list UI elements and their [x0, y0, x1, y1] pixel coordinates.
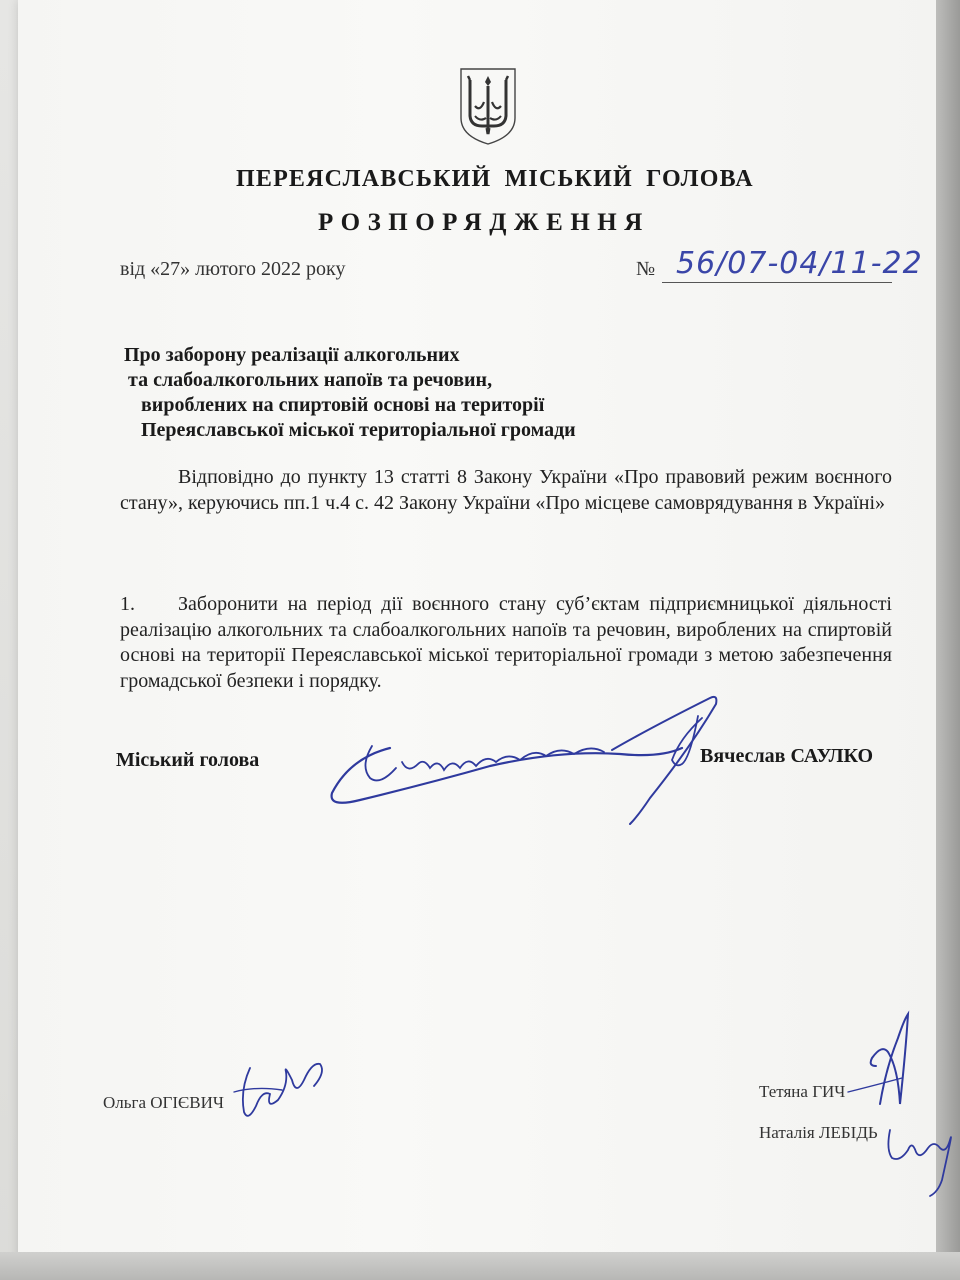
- number-underline: [662, 282, 892, 283]
- title-line: вироблених на спиртовій основі на території: [141, 394, 545, 416]
- approver-name: Ольга ОГІЄВИЧ: [103, 1093, 224, 1112]
- legal-basis-paragraph: Відповідно до пункту 13 статті 8 Закону України «Про правовий режим воєнного стану», керуючись пп.1 ч.4 с. 42 Закону України «Про місцеве самоврядування в Україні»: [120, 466, 892, 514]
- handwritten-registration-number: 56/07-04/11-22: [676, 246, 923, 281]
- title-line: Про заборону реалізації алкогольних: [124, 344, 460, 366]
- title-line: Переяславської міської територіальної громади: [141, 419, 576, 441]
- signatory-name: Вячеслав САУЛКО: [700, 745, 874, 767]
- order-item: [120, 592, 892, 694]
- approver-name: Тетяна ГИЧ: [759, 1082, 846, 1101]
- handwritten-signature: [320, 688, 720, 828]
- number-sign: №: [636, 258, 656, 280]
- item-text: Заборонити на період дії воєнного стану суб’єктам підприємницької діяльності реалізацію алкогольних та слабоалкогольних напоїв та речовин, вироблених на спиртовій основі на території Переяславської міської територіальної громади з метою забезпечення громадської безпеки і порядку.: [120, 593, 892, 692]
- title-line: та слабоалкогольних напоїв та речовин,: [128, 369, 493, 391]
- document-date: від «27» лютого 2022 року: [120, 258, 346, 280]
- table-surface: [936, 0, 960, 1280]
- approver-signature: [880, 1110, 960, 1200]
- approver-signature: [842, 1008, 922, 1118]
- approver-signature: [226, 1050, 336, 1130]
- table-surface-bottom: [0, 1252, 960, 1280]
- signatory-role: Міський голова: [116, 749, 260, 771]
- document-type: РОЗПОРЯДЖЕННЯ: [318, 209, 650, 236]
- document-title: [124, 343, 576, 443]
- trident-coat-of-arms-icon: [458, 66, 518, 146]
- issuing-authority: ПЕРЕЯСЛАВСЬКИЙ МІСЬКИЙ ГОЛОВА: [236, 166, 754, 192]
- item-number: 1.: [120, 593, 135, 615]
- approver-name: Наталія ЛЕБІДЬ: [759, 1123, 878, 1142]
